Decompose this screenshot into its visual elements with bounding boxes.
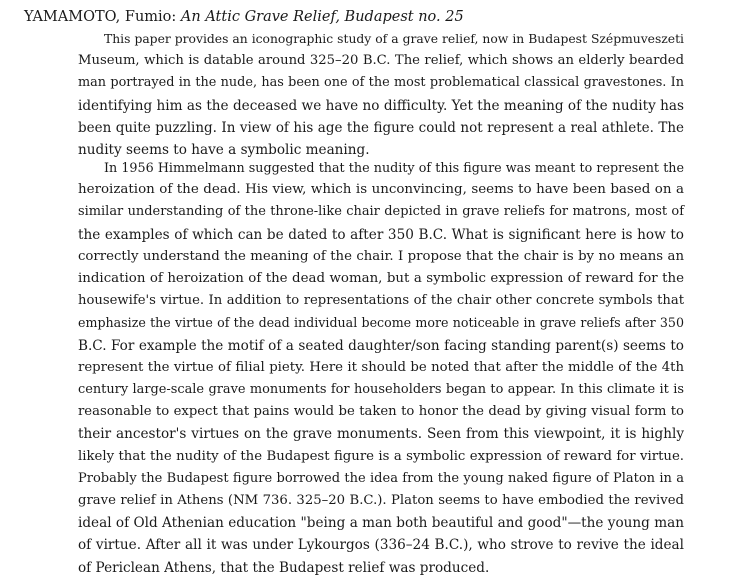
text-line: been quite puzzling. In view of his age the figure could not represent a real athlete. The [78,119,684,136]
article-title: An Attic Grave Relief, [180,9,340,25]
text-line: the examples of which can be dated to after 350 B.C. What is significant here is how to [78,226,684,243]
text-line: This paper provides an iconographic study of a grave relief, now in Budapest Szépmuveszeti [104,32,684,46]
relief-location: Budapest no. 25 [344,9,464,25]
text-line: housewife's virtue. In addition to representations of the chair other concrete symbols that [78,293,684,309]
text-line: of virtue. After all it was under Lykourgos (336–24 B.C.), who strove to revive the ideal [78,537,684,554]
text-line: represent the virtue of filial piety. Here it should be noted that after the middle of the 4th [78,359,684,375]
header-separator: : [171,9,177,25]
paragraph-2 [78,157,684,579]
text-line: reasonable to expect that pains would be taken to honor the dead by giving visual form to [78,404,684,420]
text-line: emphasize the virtue of the dead individual become more noticeable in grave reliefs after 350 [78,315,684,331]
text-line: likely that the nudity of the Budapest figure is a symbolic expression of reward for virtue. [78,448,684,464]
author-name: YAMAMOTO, Fumio [24,9,172,25]
text-line: nudity seems to have a symbolic meaning. [78,142,370,159]
text-line: similar understanding of the throne-like chair depicted in grave reliefs for matrons, most of [78,204,684,220]
paragraph-1 [78,28,684,161]
text-line: grave relief in Athens (NM 736. 325–20 B.C.). Platon seems to have embodied the revived [78,493,684,509]
text-line: Probably the Budapest figure borrowed the idea from the young naked figure of Platon in a [78,470,684,486]
text-line: ideal of Old Athenian education "being a man both beautiful and good"—the young man [78,515,684,532]
text-line: correctly understand the meaning of the chair. I propose that the chair is by no means an [78,248,684,264]
text-line: In 1956 Himmelmann suggested that the nudity of this figure was meant to represent the [104,160,684,175]
text-line: Museum, which is datable around 325–20 B.C. The relief, which shows an elderly bearded [78,53,684,69]
text-line: of Periclean Athens, that the Budapest relief was produced. [78,559,490,576]
text-line: indication of heroization of the dead woman, but a symbolic expression of reward for the [78,271,684,287]
article-header [24,7,724,27]
text-line: identifying him as the deceased we have no difficulty. Yet the meaning of the nudity has [78,97,684,114]
text-line: B.C. For example the motif of a seated daughter/son facing standing parent(s) seems to [78,337,684,354]
text-line: heroization of the dead. His view, which is unconvincing, seems to have been based on a [78,182,684,198]
text-line: century large-scale grave monuments for householders began to appear. In this climate it is [78,382,684,398]
text-line: their ancestor's virtues on the grave monuments. Seen from this viewpoint, it is highly [78,426,684,443]
text-line: man portrayed in the nude, has been one of the most problematical classical gravestones. In [78,75,684,91]
